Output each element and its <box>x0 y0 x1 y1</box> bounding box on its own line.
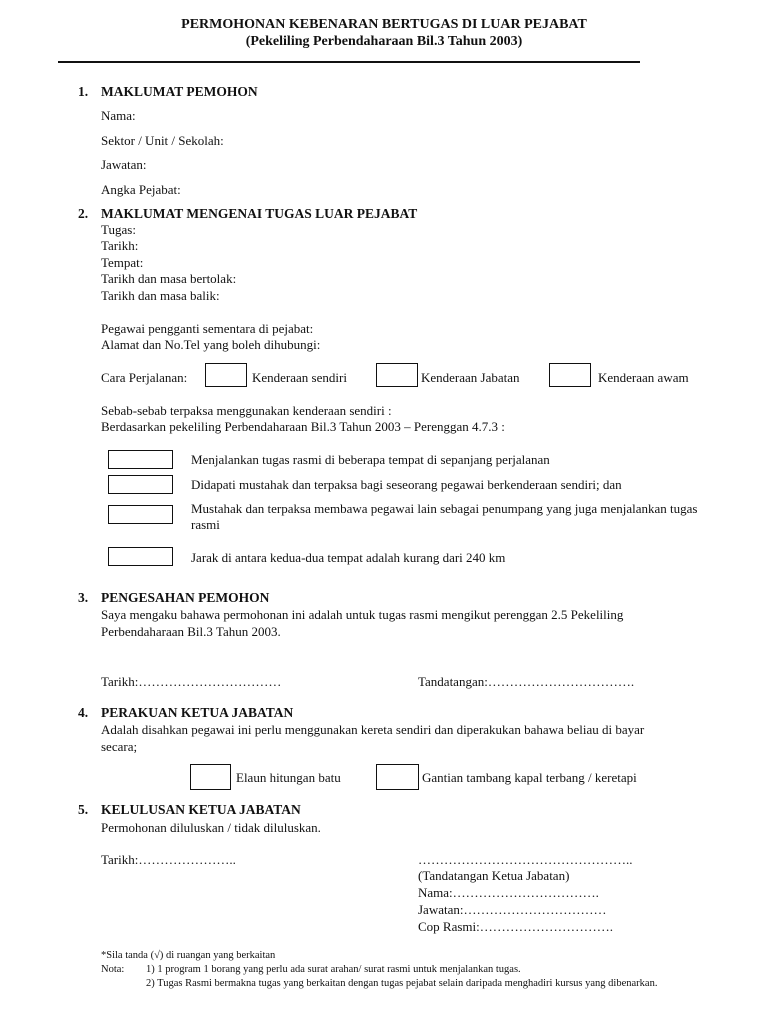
checkbox-reason-4[interactable] <box>108 547 173 566</box>
section2-heading: MAKLUMAT MENGENAI TUGAS LUAR PEJABAT <box>101 206 418 221</box>
declaration-line-1: Saya mengaku bahawa permohonan ini adalah untuk tugas rasmi mengikut perenggan 2.5 Pekeliling <box>101 607 624 622</box>
reason-2-text: Didapati mustahak dan terpaksa bagi seseorang pegawai berkenderaan sendiri; dan <box>191 477 622 492</box>
note-1: 1) 1 program 1 borang yang perlu ada surat arahan/ surat rasmi untuk menjalankan tugas. <box>146 964 521 975</box>
head-position-field[interactable]: Jawatan:…………………………… <box>418 902 607 917</box>
contact-address-label: Alamat dan No.Tel yang boleh dihubungi: <box>101 337 321 352</box>
section5-heading: KELULUSAN KETUA JABATAN <box>101 802 301 817</box>
approval-date-field[interactable]: Tarikh:………………….. <box>101 852 236 867</box>
travel-mode-label: Cara Perjalanan: <box>101 370 188 385</box>
approval-text: Permohonan diluluskan / tidak diluluskan. <box>101 820 321 835</box>
option-kenderaan-sendiri: Kenderaan sendiri <box>252 370 347 385</box>
checkbox-kenderaan-sendiri[interactable] <box>205 363 247 387</box>
field-tarikh: Tarikh: <box>101 238 139 253</box>
header-divider <box>58 61 640 63</box>
field-jawatan: Jawatan: <box>101 157 147 172</box>
checkbox-elaun-hitungan-batu[interactable] <box>190 764 231 790</box>
section4-heading: PERAKUAN KETUA JABATAN <box>101 705 294 720</box>
section2-number: 2. <box>78 206 89 221</box>
reasons-intro: Sebab-sebab terpaksa menggunakan kenderaan sendiri : <box>101 403 392 418</box>
certification-line-2: secara; <box>101 739 138 754</box>
tick-instruction: *Sila tanda (√) di ruangan yang berkaitan <box>101 950 276 961</box>
applicant-signature-field[interactable]: Tandatangan:……………………………. <box>418 674 635 689</box>
checkbox-kenderaan-awam[interactable] <box>549 363 591 387</box>
option-kenderaan-awam: Kenderaan awam <box>598 370 689 385</box>
option-kenderaan-jabatan: Kenderaan Jabatan <box>421 370 520 385</box>
section3-number: 3. <box>78 590 89 605</box>
field-angka-pejabat: Angka Pejabat: <box>101 182 181 197</box>
field-bertolak: Tarikh dan masa bertolak: <box>101 271 237 286</box>
reason-4-text: Jarak di antara kedua-dua tempat adalah kurang dari 240 km <box>191 550 506 565</box>
section3-heading: PENGESAHAN PEMOHON <box>101 590 270 605</box>
head-signature-line[interactable]: ………………………………………….. <box>418 852 633 867</box>
field-tempat: Tempat: <box>101 255 144 270</box>
certification-line-1: Adalah disahkan pegawai ini perlu menggunakan kereta sendiri dan diperakukan bahawa beliau di bayar <box>101 722 645 737</box>
section4-number: 4. <box>78 705 89 720</box>
head-name-field[interactable]: Nama:……………………………. <box>418 885 599 900</box>
applicant-date-field[interactable]: Tarikh:…………………………… <box>101 674 282 689</box>
option-gantian-tambang: Gantian tambang kapal terbang / keretapi <box>422 770 637 785</box>
checkbox-reason-2[interactable] <box>108 475 173 494</box>
reason-1-text: Menjalankan tugas rasmi di beberapa tempat di sepanjang perjalanan <box>191 452 550 467</box>
declaration-line-2: Perbendaharaan Bil.3 Tahun 2003. <box>101 624 281 639</box>
checkbox-reason-1[interactable] <box>108 450 173 469</box>
checkbox-gantian-tambang[interactable] <box>376 764 419 790</box>
reasons-basis: Berdasarkan pekeliling Perbendaharaan Bil.3 Tahun 2003 – Perenggan 4.7.3 : <box>101 419 505 434</box>
field-sektor: Sektor / Unit / Sekolah: <box>101 133 224 148</box>
checkbox-kenderaan-jabatan[interactable] <box>376 363 418 387</box>
reason-3-text: Mustahak dan terpaksa membawa pegawai lain sebagai penumpang yang juga menjalankan tugas rasmi <box>191 501 698 532</box>
nota-label: Nota: <box>101 964 125 975</box>
section5-number: 5. <box>78 802 89 817</box>
option-elaun-hitungan-batu: Elaun hitungan batu <box>236 770 341 785</box>
checkbox-reason-3[interactable] <box>108 505 173 524</box>
note-2: 2) Tugas Rasmi bermakna tugas yang berkaitan dengan tugas pejabat selain daripada menghadiri kursus yang dibenarkan. <box>146 978 658 989</box>
field-balik: Tarikh dan masa balik: <box>101 288 220 303</box>
section1-heading: MAKLUMAT PEMOHON <box>101 84 258 99</box>
section1-number: 1. <box>78 84 89 99</box>
form-subtitle: (Pekeliling Perbendaharaan Bil.3 Tahun 2003) <box>245 34 523 49</box>
field-nama: Nama: <box>101 108 136 123</box>
official-stamp-field[interactable]: Cop Rasmi:…………………………. <box>418 919 614 934</box>
form-title: PERMOHONAN KEBENARAN BERTUGAS DI LUAR PEJABAT <box>181 17 587 32</box>
head-signature-caption: (Tandatangan Ketua Jabatan) <box>418 868 570 883</box>
replacement-officer-label: Pegawai pengganti sementara di pejabat: <box>101 321 314 336</box>
field-tugas: Tugas: <box>101 222 136 237</box>
